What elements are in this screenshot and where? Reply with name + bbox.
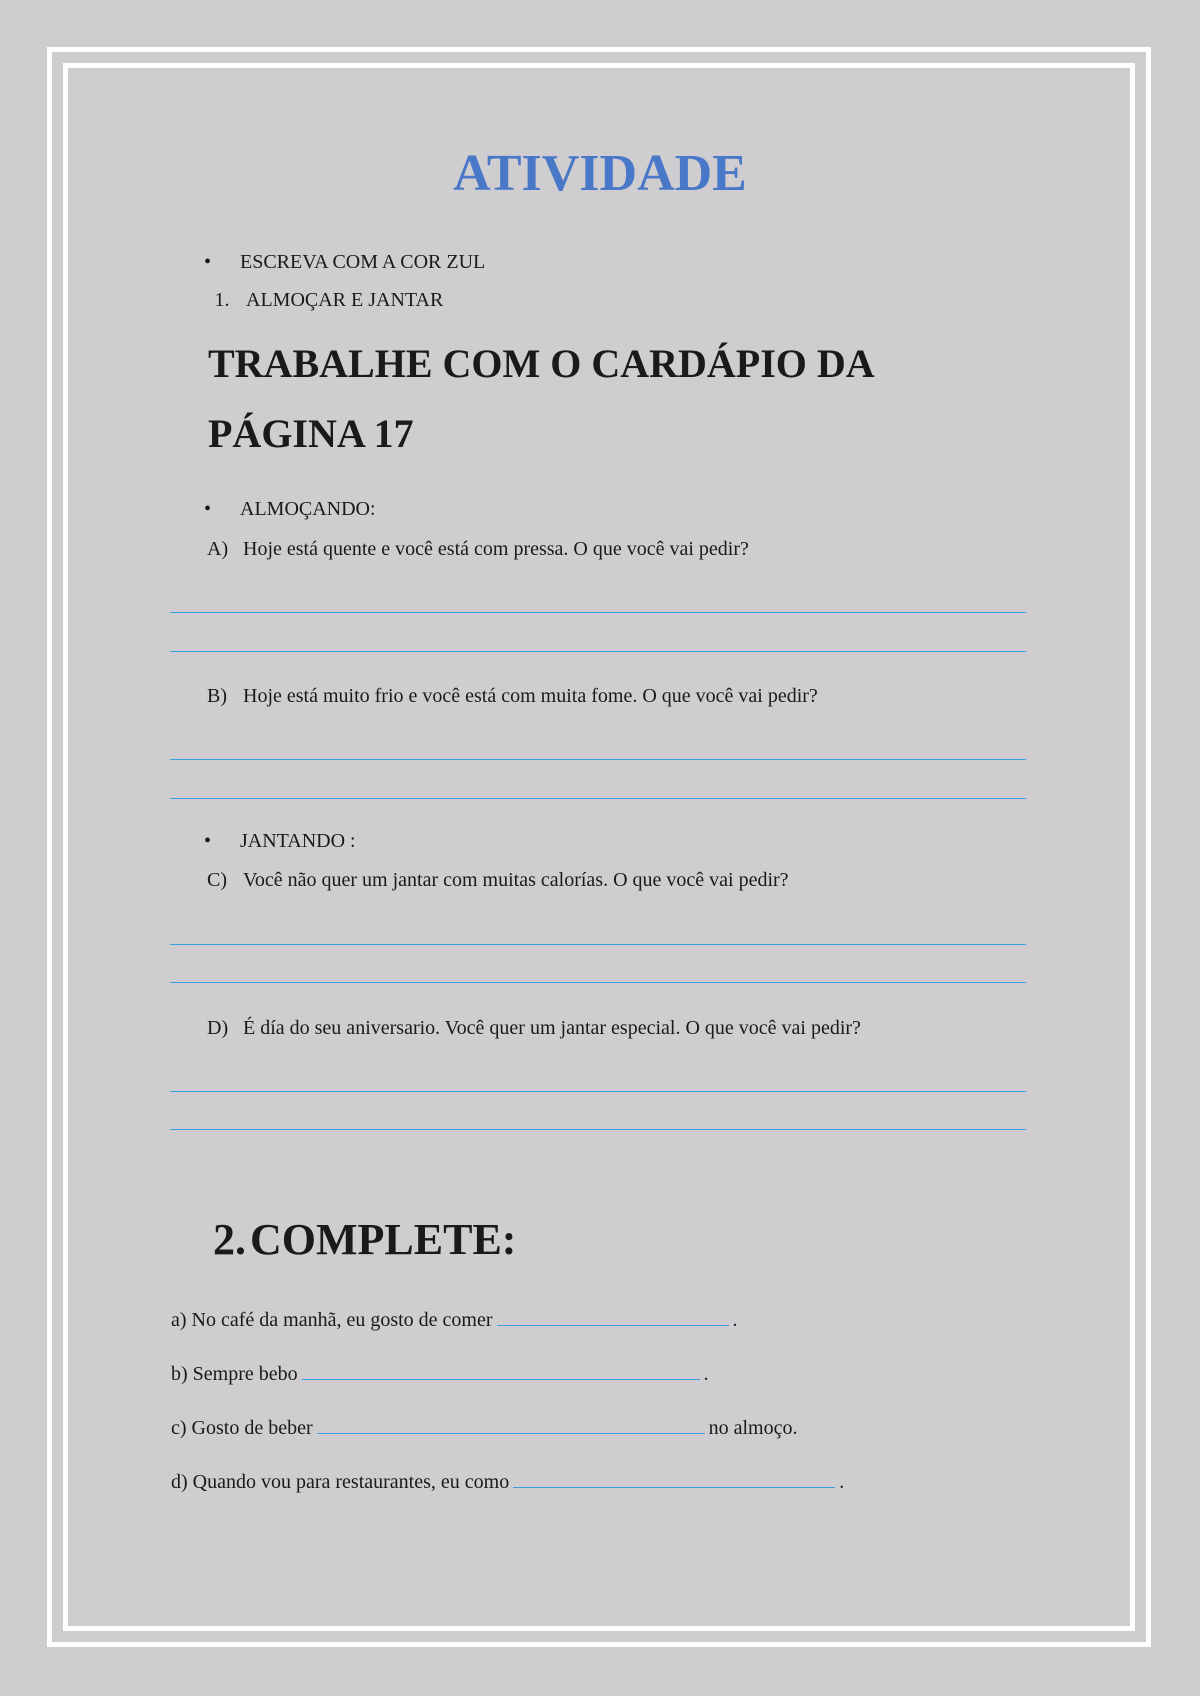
question-a [207,536,749,562]
fill-in-item-d [171,1469,844,1495]
instruction-item-lunch-dinner [204,287,443,313]
subheading-jantando [204,828,356,854]
subheading-text: ALMOÇANDO: [240,498,376,520]
section-heading-text: COMPLETE: [250,1215,517,1264]
question-text: Hoje está quente e você está com pressa. O que você vai pedir? [243,538,749,560]
section-heading-line2: PÁGINA 17 [208,411,414,456]
answer-line-b1[interactable] [170,759,1026,760]
subheading-text: JANTANDO : [240,830,356,852]
instruction-text: ESCREVA COM A COR ZUL [240,251,486,273]
fill-in-text: d) Quando vou para restaurantes, eu como [171,1471,510,1493]
section-number: 2. [213,1215,246,1264]
fill-in-blank-b[interactable] [302,1361,700,1380]
subheading-almocando [204,496,376,522]
fill-in-blank-c[interactable] [317,1415,705,1434]
question-marker: C) [207,869,227,891]
answer-line-d2[interactable] [170,1129,1026,1130]
bullet-marker: • [204,830,212,852]
question-c [207,867,789,893]
list-number: 1. [214,289,230,311]
answer-line-c1[interactable] [170,944,1026,945]
page-title: ATIVIDADE [453,145,747,202]
fill-in-item-b [171,1361,709,1387]
fill-in-suffix: . [839,1471,845,1493]
question-marker: D) [207,1017,229,1039]
fill-in-text: c) Gosto de beber [171,1417,313,1439]
instruction-item-color [204,249,485,275]
fill-in-text: a) No café da manhã, eu gosto de comer [171,1309,493,1331]
question-marker: A) [207,538,229,560]
fill-in-text: b) Sempre bebo [171,1363,298,1385]
question-d [207,1015,861,1041]
fill-in-blank-d[interactable] [513,1469,835,1488]
fill-in-suffix: . [703,1363,709,1385]
answer-line-a1[interactable] [170,612,1026,613]
fill-in-suffix: no almoço. [708,1417,798,1439]
question-text: Hoje está muito frio e você está com muita fome. O que você vai pedir? [243,685,818,707]
instruction-text: ALMOÇAR E JANTAR [246,289,444,311]
question-b [207,683,818,709]
bullet-marker: • [204,498,212,520]
answer-line-b2[interactable] [170,798,1026,799]
answer-line-c2[interactable] [170,982,1026,983]
fill-in-suffix: . [732,1309,738,1331]
fill-in-item-a [171,1307,738,1333]
question-text: É día do seu aniversario. Você quer um jantar especial. O que você vai pedir? [243,1017,861,1039]
bullet-marker: • [204,251,212,273]
complete-heading [213,1214,516,1266]
fill-in-blank-a[interactable] [497,1307,729,1326]
question-marker: B) [207,685,227,707]
fill-in-item-c [171,1415,798,1441]
section-heading-line1: TRABALHE COM O CARDÁPIO DA [208,341,875,386]
answer-line-d1[interactable] [170,1091,1026,1092]
question-text: Você não quer um jantar com muitas calorías. O que você vai pedir? [243,869,789,891]
answer-line-a2[interactable] [170,651,1026,652]
